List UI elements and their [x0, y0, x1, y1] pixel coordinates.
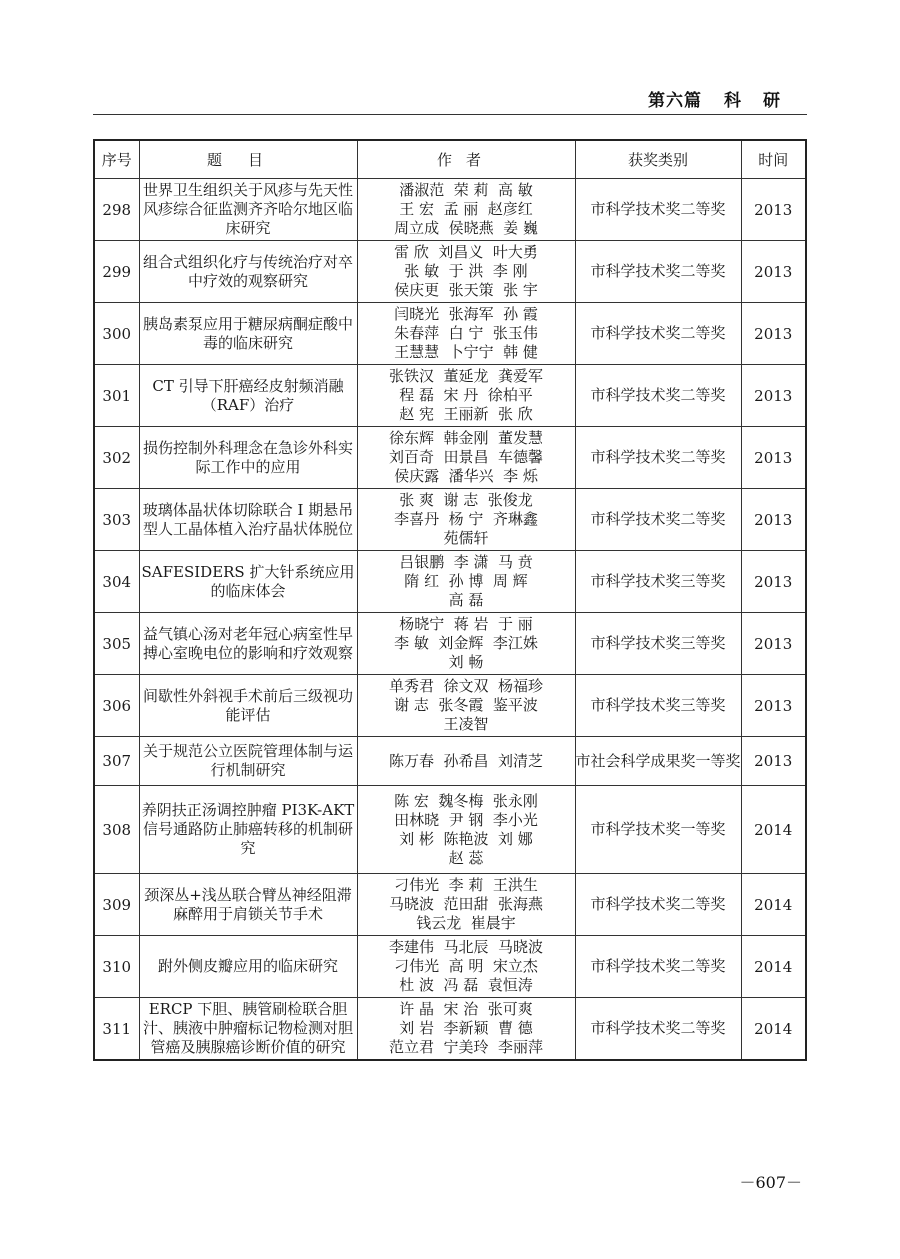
row-title: 间歇性外斜视手术前后三级视功能评估	[139, 675, 357, 737]
row-year: 2013	[741, 551, 806, 613]
row-authors	[357, 874, 575, 936]
row-authors	[357, 786, 575, 874]
table-row	[94, 241, 806, 303]
row-title: 世界卫生组织关于风疹与先天性风疹综合征监测齐齐哈尔地区临床研究	[139, 179, 357, 241]
row-number: 311	[94, 998, 139, 1061]
row-award: 市科学技术奖二等奖	[575, 998, 741, 1061]
row-award: 市科学技术奖三等奖	[575, 613, 741, 675]
author-line: 张 爽 谢 志 张俊龙	[399, 491, 533, 509]
row-title: 跗外侧皮瓣应用的临床研究	[139, 936, 357, 998]
author-line: 杜 波 冯 磊 袁恒涛	[399, 976, 533, 994]
row-award: 市科学技术奖二等奖	[575, 936, 741, 998]
row-award: 市科学技术奖三等奖	[575, 551, 741, 613]
row-authors	[357, 998, 575, 1061]
row-year: 2013	[741, 179, 806, 241]
header-authors: 作者	[357, 140, 575, 179]
row-title: 关于规范公立医院管理体制与运行机制研究	[139, 737, 357, 786]
row-title: 益气镇心汤对老年冠心病室性早搏心室晚电位的影响和疗效观察	[139, 613, 357, 675]
row-number: 308	[94, 786, 139, 874]
table-row	[94, 427, 806, 489]
row-year: 2014	[741, 786, 806, 874]
row-authors	[357, 613, 575, 675]
author-line: 王慧慧 卜宁宁 韩 健	[394, 343, 538, 361]
header-rule	[93, 114, 807, 115]
table-row	[94, 179, 806, 241]
author-line: 刘 畅	[448, 653, 484, 671]
row-award: 市科学技术奖二等奖	[575, 489, 741, 551]
row-number: 299	[94, 241, 139, 303]
author-line: 苑儒轩	[443, 529, 489, 547]
row-number: 304	[94, 551, 139, 613]
row-number: 309	[94, 874, 139, 936]
row-number: 301	[94, 365, 139, 427]
running-head	[648, 86, 802, 111]
row-title: 组合式组织化疗与传统治疗对卒中疗效的观察研究	[139, 241, 357, 303]
header-year: 时间	[741, 140, 806, 179]
author-line: 单秀君 徐文双 杨福珍	[388, 677, 544, 695]
row-title: 玻璃体晶状体切除联合 I 期悬吊型人工晶体植入治疗晶状体脱位	[139, 489, 357, 551]
author-line: 闫晓光 张海军 孙 霞	[394, 305, 538, 323]
author-line: 范立君 宁美玲 李丽萍	[388, 1038, 544, 1056]
author-line: 刘 岩 李新颖 曹 德	[399, 1019, 533, 1037]
row-authors	[357, 489, 575, 551]
table-row	[94, 936, 806, 998]
row-award: 市科学技术奖二等奖	[575, 365, 741, 427]
row-award: 市社会科学成果奖一等奖	[575, 737, 741, 786]
author-line: 刘 彬 陈艳波 刘 娜	[399, 829, 533, 848]
table-row	[94, 365, 806, 427]
row-year: 2013	[741, 365, 806, 427]
table-row	[94, 874, 806, 936]
row-title: ERCP 下胆、胰管刷检联合胆汁、胰液中肿瘤标记物检测对胆管癌及胰腺癌诊断价值的研究	[139, 998, 357, 1061]
table-body	[94, 179, 806, 1061]
row-year: 2013	[741, 303, 806, 365]
row-year: 2013	[741, 675, 806, 737]
author-line: 周立成 侯晓燕 姜 巍	[394, 219, 538, 237]
author-line: 侯庆露 潘华兴 李 烁	[394, 467, 538, 485]
table-row	[94, 786, 806, 874]
row-authors	[357, 737, 575, 786]
author-line: 陈万春 孙希昌 刘清芝	[388, 751, 544, 770]
row-year: 2013	[741, 489, 806, 551]
author-line: 钱云龙 崔晨宇	[416, 914, 516, 932]
row-number: 307	[94, 737, 139, 786]
row-authors	[357, 551, 575, 613]
author-line: 张铁汉 董延龙 龚爱军	[388, 367, 544, 385]
row-authors	[357, 303, 575, 365]
author-line: 高 磊	[448, 591, 484, 609]
row-title: 损伤控制外科理念在急诊外科实际工作中的应用	[139, 427, 357, 489]
row-number: 298	[94, 179, 139, 241]
header-row	[94, 140, 806, 179]
author-line: 马晓波 范田甜 张海燕	[388, 895, 544, 913]
table-row	[94, 998, 806, 1061]
row-year: 2013	[741, 427, 806, 489]
row-year: 2014	[741, 998, 806, 1061]
author-line: 赵 蕊	[448, 848, 484, 867]
row-number: 310	[94, 936, 139, 998]
header-title: 题目	[139, 140, 357, 179]
table-row	[94, 613, 806, 675]
running-head-part: 第六篇	[648, 91, 702, 111]
row-award: 市科学技术奖二等奖	[575, 241, 741, 303]
header-award: 获奖类别	[575, 140, 741, 179]
row-title: CT 引导下肝癌经皮射频消融（RAF）治疗	[139, 365, 357, 427]
row-authors	[357, 427, 575, 489]
row-award: 市科学技术奖二等奖	[575, 179, 741, 241]
row-title: 胰岛素泵应用于糖尿病酮症酸中毒的临床研究	[139, 303, 357, 365]
author-line: 隋 红 孙 博 周 辉	[404, 572, 528, 590]
row-award: 市科学技术奖三等奖	[575, 675, 741, 737]
row-number: 306	[94, 675, 139, 737]
row-authors	[357, 936, 575, 998]
author-line: 杨晓宁 蒋 岩 于 丽	[399, 615, 533, 633]
row-number: 300	[94, 303, 139, 365]
author-line: 李喜丹 杨 宁 齐琳鑫	[394, 510, 538, 528]
table-row	[94, 675, 806, 737]
table-header	[94, 140, 806, 179]
row-number: 303	[94, 489, 139, 551]
author-line: 李 敏 刘金辉 李江姝	[394, 634, 538, 652]
author-line: 谢 志 张冬霞 鉴平波	[394, 696, 538, 714]
author-line: 徐东辉 韩金刚 董发慧	[388, 429, 544, 447]
author-line: 朱春萍 白 宁 张玉伟	[394, 324, 538, 342]
row-number: 305	[94, 613, 139, 675]
author-line: 李建伟 马北辰 马晓波	[388, 938, 544, 956]
author-line: 许 晶 宋 治 张可爽	[399, 1000, 533, 1018]
row-number: 302	[94, 427, 139, 489]
author-line: 王凌智	[443, 715, 489, 733]
author-line: 王 宏 孟 丽 赵彦红	[399, 200, 533, 218]
author-line: 刘百奇 田景昌 车德馨	[388, 448, 544, 466]
row-year: 2014	[741, 936, 806, 998]
row-year: 2013	[741, 737, 806, 786]
page-number: －607－	[739, 1173, 802, 1192]
table-row	[94, 489, 806, 551]
author-line: 雷 欣 刘昌义 叶大勇	[394, 243, 538, 261]
author-line: 刁伟光 高 明 宋立杰	[394, 957, 538, 975]
row-authors	[357, 241, 575, 303]
awards-table	[93, 139, 807, 1061]
header-no: 序号	[94, 140, 139, 179]
row-year: 2014	[741, 874, 806, 936]
row-award: 市科学技术奖二等奖	[575, 874, 741, 936]
table-row	[94, 737, 806, 786]
author-line: 刁伟光 李 莉 王洪生	[394, 876, 538, 894]
row-authors	[357, 179, 575, 241]
author-line: 程 磊 宋 丹 徐柏平	[399, 386, 533, 404]
row-title: 养阴扶正汤调控肿瘤 PI3K-AKT 信号通路防止肺癌转移的机制研究	[139, 786, 357, 874]
author-line: 陈 宏 魏冬梅 张永刚	[394, 791, 538, 810]
author-line: 侯庆更 张天策 张 宇	[394, 281, 538, 299]
row-title: SAFESIDERS 扩大针系统应用的临床体会	[139, 551, 357, 613]
row-award: 市科学技术奖二等奖	[575, 303, 741, 365]
table-row	[94, 551, 806, 613]
table-row	[94, 303, 806, 365]
author-line: 潘淑范 荣 莉 高 敏	[399, 181, 533, 199]
running-head-section: 科研	[724, 91, 802, 111]
author-line: 赵 宪 王丽新 张 欣	[399, 405, 533, 423]
row-authors	[357, 365, 575, 427]
row-award: 市科学技术奖一等奖	[575, 786, 741, 874]
row-year: 2013	[741, 241, 806, 303]
author-line: 张 敏 于 洪 李 刚	[404, 262, 528, 280]
row-year: 2013	[741, 613, 806, 675]
author-line: 田林晓 尹 钢 李小光	[394, 810, 538, 829]
row-award: 市科学技术奖二等奖	[575, 427, 741, 489]
row-title: 颈深丛+浅丛联合臂丛神经阻滞麻醉用于肩锁关节手术	[139, 874, 357, 936]
author-line: 吕银鹏 李 潇 马 贲	[399, 553, 533, 571]
row-authors	[357, 675, 575, 737]
